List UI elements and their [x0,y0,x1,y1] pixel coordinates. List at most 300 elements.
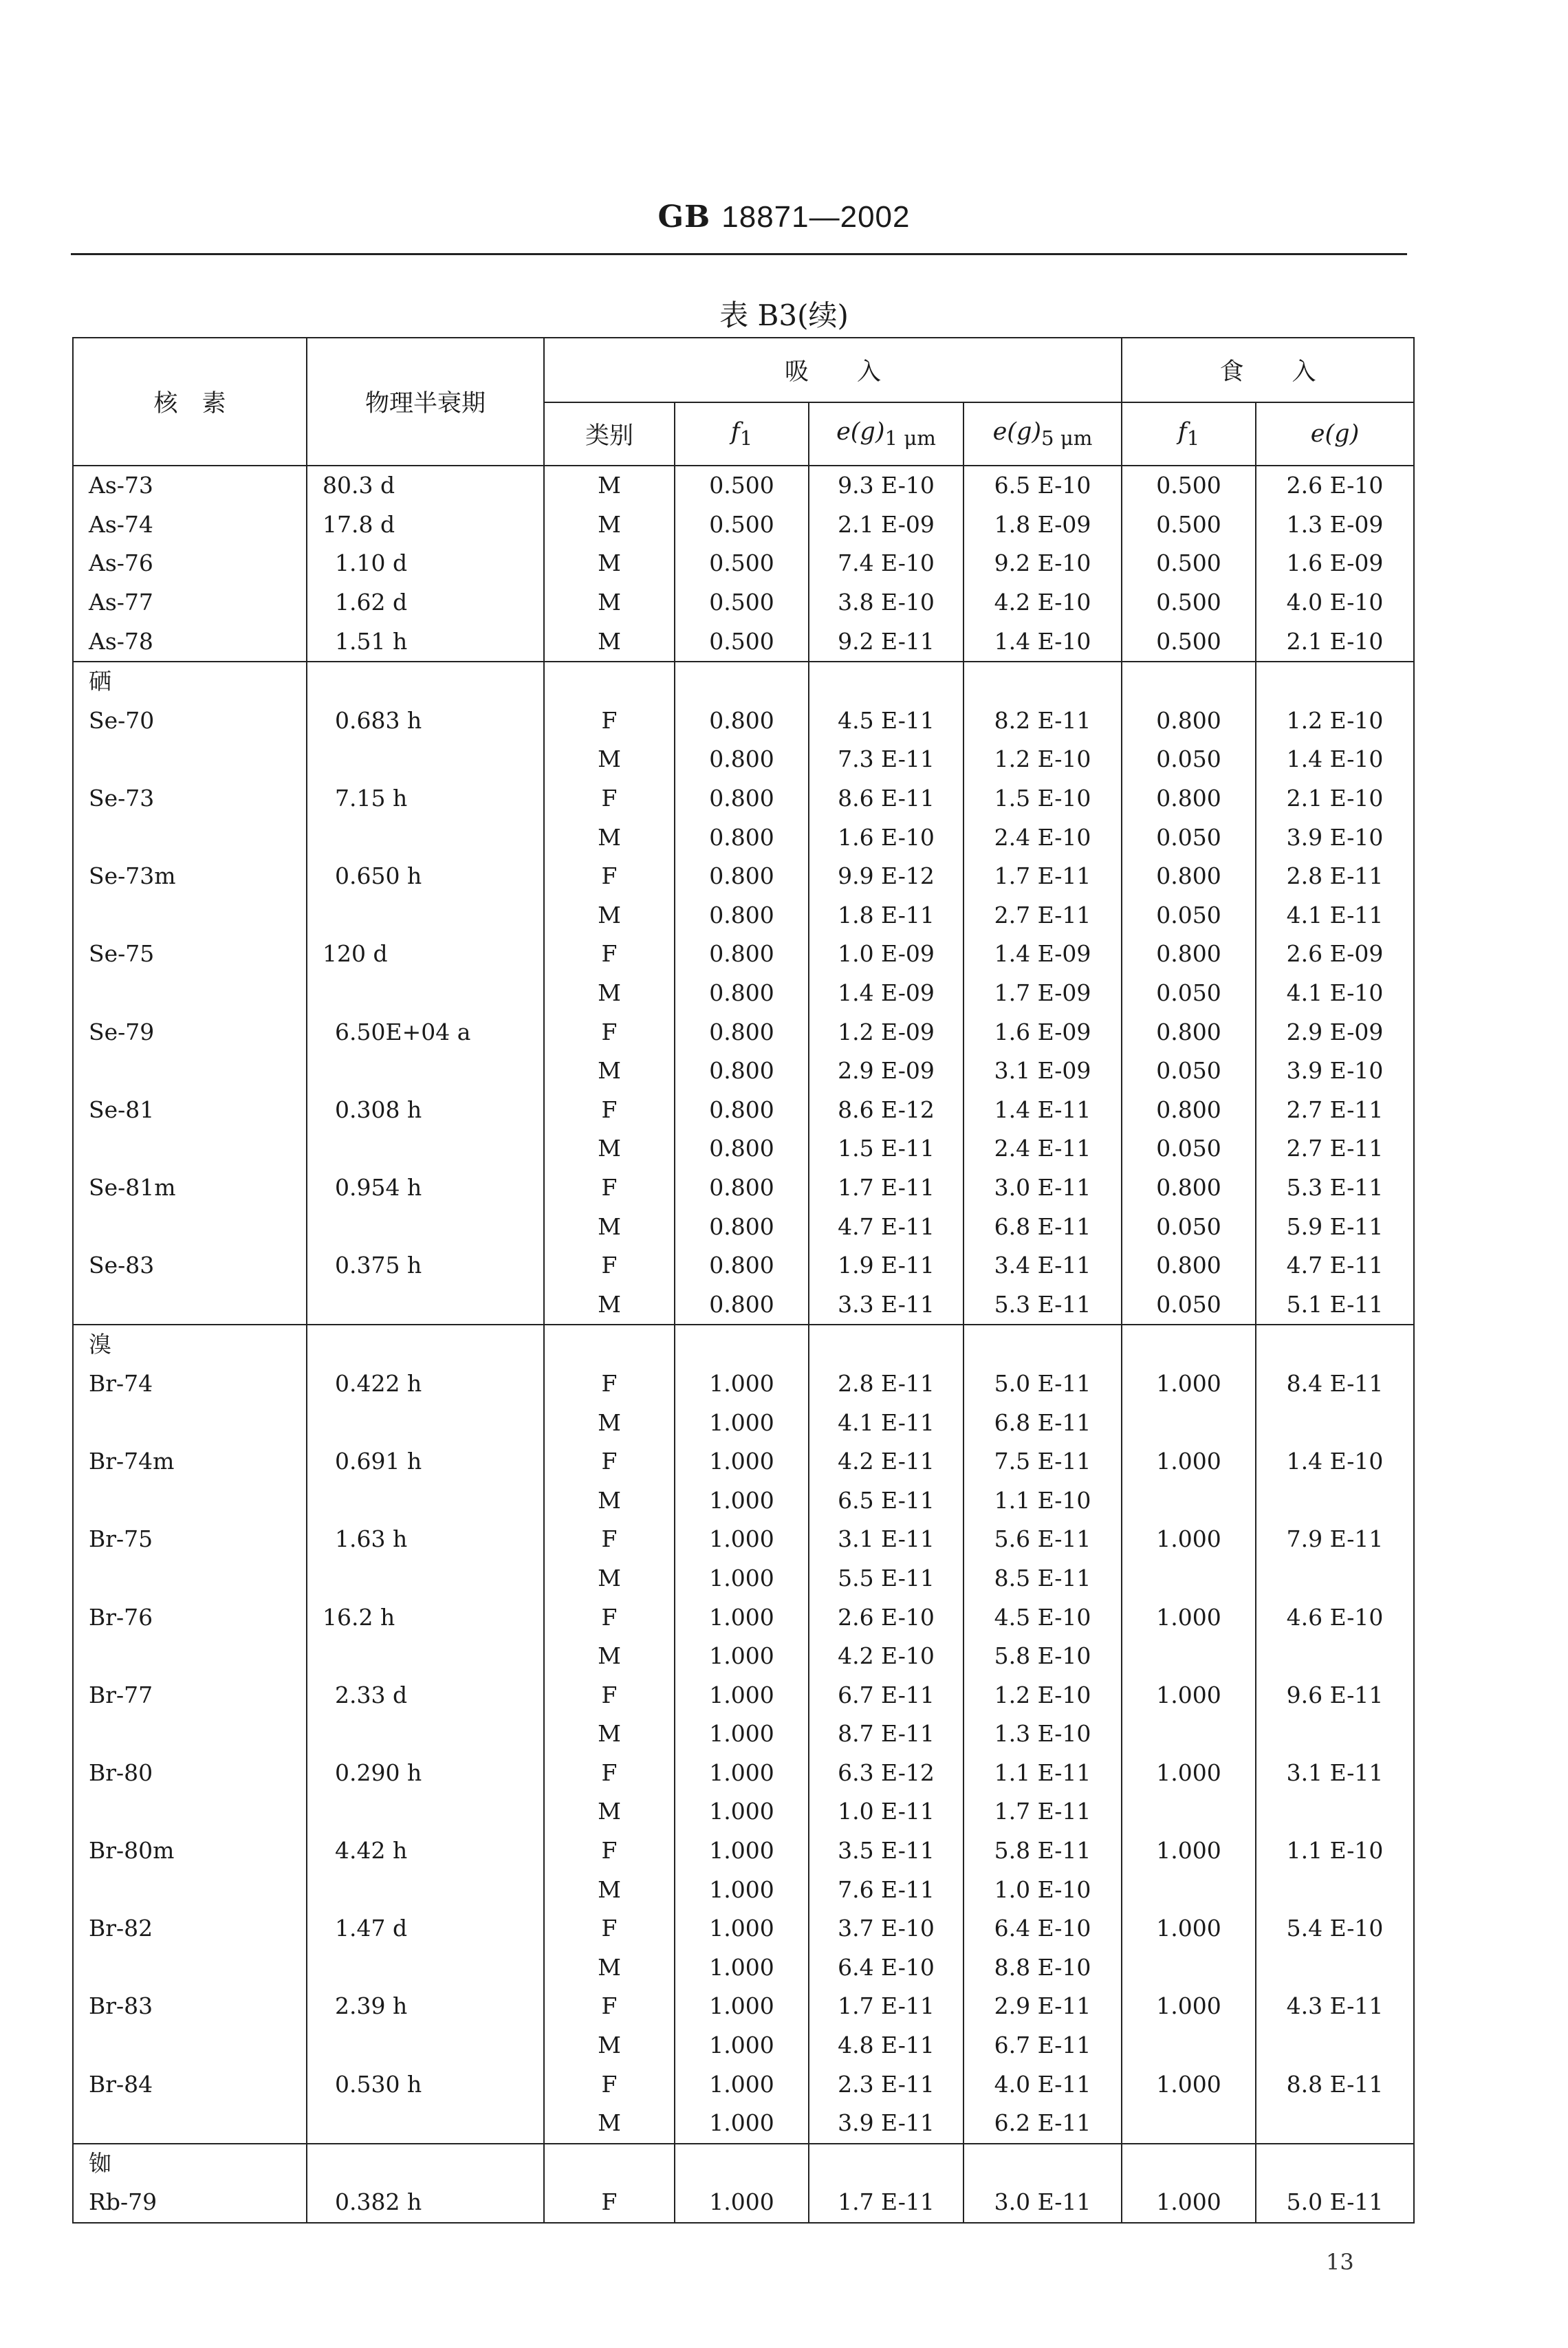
f1-ingestion-cell: 0.800 [1122,1246,1256,1285]
type-cell: M [544,818,675,857]
e-g-ingestion-cell: 1.4 E-10 [1256,740,1414,779]
type-cell: F [544,1520,675,1559]
f1-inhalation-cell: 0.800 [675,1052,809,1091]
f1-inhalation-cell: 1.000 [675,1365,809,1404]
table-row [73,1365,1414,1404]
table-row [73,1715,1414,1754]
table-row [73,1987,1414,2026]
f1-inhalation-cell: 0.800 [675,779,809,818]
e-g-ingestion-cell: 3.1 E-11 [1256,1754,1414,1793]
type-cell: M [544,1792,675,1831]
half-life-cell: 1.10 d [307,544,544,583]
table-row [73,506,1414,545]
f1-ingestion-cell: 1.000 [1122,2183,1256,2223]
type-cell: F [544,1442,675,1481]
f1-ingestion-cell: 0.500 [1122,544,1256,583]
table-row [73,1598,1414,1637]
e-g-ingestion-cell: 5.9 E-11 [1256,1207,1414,1246]
nuclide-cell [73,818,307,857]
e-g-5um-cell: 5.3 E-11 [963,1285,1122,1325]
f1-ingestion-cell: 0.800 [1122,1091,1256,1130]
e-g-5um-cell: 3.1 E-09 [963,1052,1122,1091]
f1-ingestion-cell: 0.050 [1122,740,1256,779]
f1-inhalation-cell [675,662,809,702]
e-g-5um-cell: 6.2 E-11 [963,2104,1122,2144]
type-cell: F [544,702,675,741]
table-row [73,2065,1414,2104]
type-cell: M [544,622,675,662]
col-header-e-g-5um [963,402,1122,466]
f1-ingestion-cell [1122,1403,1256,1442]
half-life-cell [307,1792,544,1831]
e-g-5um-cell: 1.2 E-10 [963,740,1122,779]
e-g-ingestion-cell [1256,1715,1414,1754]
nuclide-cell: Br-80 [73,1754,307,1793]
col-header-type: 类别 [544,402,675,466]
e-g-5um-cell: 8.8 E-10 [963,1948,1122,1988]
e-g-ingestion-cell [1256,1481,1414,1520]
table-row [73,1246,1414,1285]
half-life-cell [307,740,544,779]
nuclide-cell: Se-79 [73,1012,307,1052]
e-g-ingestion-cell: 1.6 E-09 [1256,544,1414,583]
f1-inhalation-cell: 1.000 [675,2183,809,2223]
nuclide-cell [73,974,307,1013]
page-number: 13 [1326,2249,1354,2275]
e-g-1um-cell: 4.2 E-10 [809,1637,963,1676]
e-g-symbol: e(g) [1310,420,1360,448]
type-cell: F [544,1012,675,1052]
table-row [73,1792,1414,1831]
nuclide-cell: Se-70 [73,702,307,741]
col-header-e-g-1um [809,402,963,466]
type-cell: M [544,1403,675,1442]
half-life-cell: 1.62 d [307,583,544,622]
half-life-cell [307,1207,544,1246]
e-g-ingestion-cell: 9.6 E-11 [1256,1675,1414,1715]
nuclide-cell: As-78 [73,622,307,662]
nuclide-cell [73,1715,307,1754]
e-g-1um-cell: 4.2 E-11 [809,1442,963,1481]
half-life-cell [307,1285,544,1325]
f1-ingestion-cell: 1.000 [1122,1754,1256,1793]
e-g-ingestion-cell [1256,662,1414,702]
e-g-5um-cell: 4.5 E-10 [963,1598,1122,1637]
e-g-1um-cell: 7.4 E-10 [809,544,963,583]
f1-ingestion-cell: 1.000 [1122,1598,1256,1637]
nuclide-cell: Se-75 [73,935,307,974]
f1-inhalation-cell: 1.000 [675,1403,809,1442]
e-g-5um-cell [963,2144,1122,2184]
table-row [73,896,1414,935]
e-g-1um-cell: 1.0 E-11 [809,1792,963,1831]
table-row [73,1754,1414,1793]
type-cell: M [544,2026,675,2065]
f1-ingestion-cell [1122,1948,1256,1988]
half-life-cell: 80.3 d [307,466,544,506]
table-row [73,1052,1414,1091]
f1-inhalation-cell: 1.000 [675,1754,809,1793]
e-g-5um-subscript: 5 μm [1041,426,1093,450]
f1-inhalation-cell: 0.800 [675,1168,809,1208]
nuclide-cell [73,1403,307,1442]
nuclide-cell [73,1637,307,1676]
nuclide-cell: Se-73m [73,857,307,896]
half-life-cell [307,974,544,1013]
e-g-1um-cell: 4.8 E-11 [809,2026,963,2065]
e-g-5um-cell: 1.6 E-09 [963,1012,1122,1052]
f1-ingestion-cell [1122,1870,1256,1909]
e-g-ingestion-cell: 1.3 E-09 [1256,506,1414,545]
type-cell: F [544,1168,675,1208]
nuclide-cell [73,1285,307,1325]
f1-inhalation-cell: 0.800 [675,818,809,857]
nuclide-cell: 铷 [73,2144,307,2184]
nuclide-cell: Br-80m [73,1831,307,1871]
f1-inhalation-cell: 1.000 [675,2026,809,2065]
e-g-5um-cell: 2.4 E-10 [963,818,1122,857]
half-life-cell: 0.691 h [307,1442,544,1481]
e-g-5um-cell: 1.1 E-11 [963,1754,1122,1793]
e-g-1um-cell: 3.1 E-11 [809,1520,963,1559]
table-row [73,1403,1414,1442]
f1-inhalation-cell: 1.000 [675,1559,809,1598]
f1-inhalation-cell: 1.000 [675,1520,809,1559]
page-header [0,199,1568,235]
e-g-1um-cell: 3.9 E-11 [809,2104,963,2144]
e-g-ingestion-cell: 1.4 E-10 [1256,1442,1414,1481]
table-row [73,1325,1414,1365]
e-g-1um-cell: 6.4 E-10 [809,1948,963,1988]
col-header-half-life: 物理半衰期 [307,338,544,466]
f1-inhalation-cell: 0.800 [675,974,809,1013]
e-g-1um-subscript: 1 μm [884,426,936,450]
nuclide-cell [73,1792,307,1831]
f1-inhalation-cell: 1.000 [675,1481,809,1520]
table-row [73,857,1414,896]
e-g-ingestion-cell: 4.3 E-11 [1256,1987,1414,2026]
e-g-ingestion-cell [1256,1559,1414,1598]
nuclide-cell: Se-81m [73,1168,307,1208]
e-g-1um-cell: 4.1 E-11 [809,1403,963,1442]
table-row [73,2026,1414,2065]
e-g-symbol: e(g) [836,418,885,446]
e-g-5um-cell: 6.8 E-11 [963,1207,1122,1246]
e-g-1um-cell: 1.7 E-11 [809,1987,963,2026]
f1-subscript: 1 [1186,426,1200,450]
col-header-f1-ingestion [1122,402,1256,466]
e-g-5um-cell: 8.5 E-11 [963,1559,1122,1598]
half-life-cell: 16.2 h [307,1598,544,1637]
e-g-1um-cell: 4.7 E-11 [809,1207,963,1246]
header-rule [71,253,1407,255]
e-g-1um-cell: 6.3 E-12 [809,1754,963,1793]
f1-inhalation-cell: 1.000 [675,1637,809,1676]
type-cell: F [544,857,675,896]
nuclide-cell [73,2104,307,2144]
col-header-ingestion: 食 入 [1122,338,1414,402]
f1-inhalation-cell: 0.800 [675,935,809,974]
table-row [73,662,1414,702]
e-g-1um-cell [809,2144,963,2184]
e-g-1um-cell: 3.5 E-11 [809,1831,963,1871]
f1-ingestion-cell: 1.000 [1122,1831,1256,1871]
e-g-1um-cell: 6.7 E-11 [809,1675,963,1715]
type-cell: F [544,1987,675,2026]
half-life-cell [307,1325,544,1365]
f1-inhalation-cell: 1.000 [675,1792,809,1831]
e-g-1um-cell: 2.1 E-09 [809,506,963,545]
nuclide-cell: Se-73 [73,779,307,818]
nuclide-cell: Br-74m [73,1442,307,1481]
f1-inhalation-cell: 0.800 [675,857,809,896]
f1-ingestion-cell [1122,1559,1256,1598]
table-row [73,1129,1414,1168]
e-g-ingestion-cell: 4.1 E-10 [1256,974,1414,1013]
col-header-nuclide: 核 素 [73,338,307,466]
col-header-f1-inhalation [675,402,809,466]
half-life-cell [307,1481,544,1520]
half-life-cell: 0.308 h [307,1091,544,1130]
type-cell: M [544,1129,675,1168]
type-cell: F [544,1091,675,1130]
type-cell [544,662,675,702]
e-g-5um-cell: 6.5 E-10 [963,466,1122,506]
half-life-cell [307,1870,544,1909]
f1-ingestion-cell: 0.050 [1122,1129,1256,1168]
e-g-1um-cell: 3.3 E-11 [809,1285,963,1325]
nuclide-cell [73,2026,307,2065]
e-g-ingestion-cell [1256,2104,1414,2144]
e-g-ingestion-cell [1256,1948,1414,1988]
e-g-1um-cell: 2.6 E-10 [809,1598,963,1637]
half-life-cell [307,1637,544,1676]
half-life-cell [307,1403,544,1442]
half-life-cell: 0.382 h [307,2183,544,2223]
type-cell: M [544,466,675,506]
type-cell: M [544,1948,675,1988]
table-row [73,1870,1414,1909]
nuclide-cell [73,1948,307,1988]
e-g-1um-cell: 1.4 E-09 [809,974,963,1013]
type-cell: M [544,2104,675,2144]
nuclide-cell: Br-75 [73,1520,307,1559]
half-life-cell: 0.683 h [307,702,544,741]
e-g-5um-cell: 1.7 E-11 [963,1792,1122,1831]
e-g-1um-cell: 9.3 E-10 [809,466,963,506]
f1-ingestion-cell: 0.050 [1122,1052,1256,1091]
e-g-1um-cell: 2.8 E-11 [809,1365,963,1404]
type-cell: F [544,1831,675,1871]
e-g-1um-cell: 7.6 E-11 [809,1870,963,1909]
f1-symbol: f [730,418,740,446]
e-g-ingestion-cell: 3.9 E-10 [1256,1052,1414,1091]
f1-inhalation-cell: 1.000 [675,1870,809,1909]
e-g-5um-cell: 2.7 E-11 [963,896,1122,935]
type-cell: M [544,896,675,935]
e-g-5um-cell: 1.0 E-10 [963,1870,1122,1909]
e-g-5um-cell: 1.2 E-10 [963,1675,1122,1715]
e-g-ingestion-cell: 5.3 E-11 [1256,1168,1414,1208]
nuclide-cell [73,896,307,935]
type-cell: F [544,2065,675,2104]
e-g-ingestion-cell: 4.7 E-11 [1256,1246,1414,1285]
e-g-5um-cell: 3.0 E-11 [963,2183,1122,2223]
e-g-symbol: e(g) [992,418,1042,446]
e-g-5um-cell: 8.2 E-11 [963,702,1122,741]
table-row [73,1637,1414,1676]
half-life-cell [307,1052,544,1091]
dose-coefficient-table [72,337,1415,2224]
type-cell: M [544,1870,675,1909]
half-life-cell: 2.33 d [307,1675,544,1715]
table-row [73,1948,1414,1988]
half-life-cell: 0.954 h [307,1168,544,1208]
type-cell: M [544,740,675,779]
type-cell: F [544,1754,675,1793]
table-row [73,466,1414,506]
f1-ingestion-cell [1122,662,1256,702]
half-life-cell [307,2144,544,2184]
f1-ingestion-cell: 0.500 [1122,583,1256,622]
nuclide-cell: Br-76 [73,1598,307,1637]
type-cell: M [544,1559,675,1598]
e-g-1um-cell: 9.2 E-11 [809,622,963,662]
type-cell: M [544,506,675,545]
e-g-1um-cell: 7.3 E-11 [809,740,963,779]
table-body [73,466,1414,2223]
table-row [73,1285,1414,1325]
e-g-1um-cell: 8.6 E-11 [809,779,963,818]
table-row [73,1168,1414,1208]
e-g-5um-cell: 4.2 E-10 [963,583,1122,622]
f1-ingestion-cell: 0.800 [1122,857,1256,896]
type-cell: F [544,1909,675,1948]
e-g-1um-cell: 2.9 E-09 [809,1052,963,1091]
e-g-1um-cell: 1.7 E-11 [809,1168,963,1208]
table-row [73,1481,1414,1520]
e-g-ingestion-cell: 4.1 E-11 [1256,896,1414,935]
nuclide-cell [73,1207,307,1246]
type-cell: F [544,779,675,818]
e-g-1um-cell [809,1325,963,1365]
f1-inhalation-cell: 1.000 [675,1715,809,1754]
e-g-5um-cell: 1.1 E-10 [963,1481,1122,1520]
table-row [73,1675,1414,1715]
table-row [73,544,1414,583]
table-row [73,1520,1414,1559]
f1-ingestion-cell: 0.800 [1122,779,1256,818]
nuclide-cell [73,1870,307,1909]
f1-ingestion-cell: 0.500 [1122,466,1256,506]
e-g-ingestion-cell: 1.2 E-10 [1256,702,1414,741]
f1-ingestion-cell: 1.000 [1122,1520,1256,1559]
half-life-cell [307,2026,544,2065]
e-g-5um-cell: 1.3 E-10 [963,1715,1122,1754]
e-g-1um-cell [809,662,963,702]
e-g-ingestion-cell: 3.9 E-10 [1256,818,1414,857]
type-cell: M [544,1052,675,1091]
e-g-1um-cell: 8.6 E-12 [809,1091,963,1130]
table-row [73,1207,1414,1246]
e-g-ingestion-cell: 7.9 E-11 [1256,1520,1414,1559]
e-g-1um-cell: 1.8 E-11 [809,896,963,935]
e-g-ingestion-cell: 2.8 E-11 [1256,857,1414,896]
nuclide-cell [73,1052,307,1091]
f1-inhalation-cell: 0.800 [675,1129,809,1168]
nuclide-cell: As-77 [73,583,307,622]
type-cell [544,1325,675,1365]
e-g-1um-cell: 4.5 E-11 [809,702,963,741]
f1-ingestion-cell: 0.500 [1122,622,1256,662]
half-life-cell: 0.375 h [307,1246,544,1285]
half-life-cell: 0.530 h [307,2065,544,2104]
e-g-1um-cell: 6.5 E-11 [809,1481,963,1520]
nuclide-cell: Br-82 [73,1909,307,1948]
table-row [73,1559,1414,1598]
type-cell: F [544,2183,675,2223]
e-g-ingestion-cell: 2.1 E-10 [1256,779,1414,818]
type-cell: M [544,1285,675,1325]
e-g-ingestion-cell: 2.9 E-09 [1256,1012,1414,1052]
e-g-ingestion-cell: 4.6 E-10 [1256,1598,1414,1637]
e-g-5um-cell: 1.7 E-09 [963,974,1122,1013]
e-g-5um-cell: 6.8 E-11 [963,1403,1122,1442]
type-cell: M [544,583,675,622]
table-row [73,622,1414,662]
nuclide-cell [73,1129,307,1168]
table-row [73,2144,1414,2184]
half-life-cell [307,1715,544,1754]
half-life-cell [307,1129,544,1168]
e-g-5um-cell: 9.2 E-10 [963,544,1122,583]
f1-inhalation-cell: 0.800 [675,1012,809,1052]
f1-ingestion-cell: 1.000 [1122,1909,1256,1948]
e-g-5um-cell: 5.8 E-11 [963,1831,1122,1871]
e-g-1um-cell: 5.5 E-11 [809,1559,963,1598]
table-row [73,1831,1414,1871]
e-g-5um-cell: 6.7 E-11 [963,2026,1122,2065]
table-row [73,1442,1414,1481]
f1-ingestion-cell: 0.800 [1122,1168,1256,1208]
table-row [73,974,1414,1013]
f1-inhalation-cell: 0.500 [675,506,809,545]
half-life-cell: 1.63 h [307,1520,544,1559]
nuclide-cell: Se-83 [73,1246,307,1285]
half-life-cell: 1.51 h [307,622,544,662]
table-row [73,583,1414,622]
f1-inhalation-cell: 1.000 [675,2065,809,2104]
half-life-cell [307,662,544,702]
half-life-cell: 1.47 d [307,1909,544,1948]
e-g-ingestion-cell: 8.8 E-11 [1256,2065,1414,2104]
f1-inhalation-cell: 1.000 [675,1675,809,1715]
f1-inhalation-cell: 0.800 [675,896,809,935]
half-life-cell: 0.290 h [307,1754,544,1793]
f1-ingestion-cell [1122,1325,1256,1365]
col-header-inhalation: 吸 入 [544,338,1122,402]
standard-number: 18871—2002 [721,200,911,234]
e-g-ingestion-cell: 2.6 E-09 [1256,935,1414,974]
f1-symbol: f [1177,418,1187,446]
f1-inhalation-cell: 0.500 [675,583,809,622]
e-g-1um-cell: 1.7 E-11 [809,2183,963,2223]
nuclide-cell: Br-74 [73,1365,307,1404]
f1-inhalation-cell [675,2144,809,2184]
half-life-cell [307,818,544,857]
half-life-cell [307,896,544,935]
half-life-cell: 2.39 h [307,1987,544,2026]
